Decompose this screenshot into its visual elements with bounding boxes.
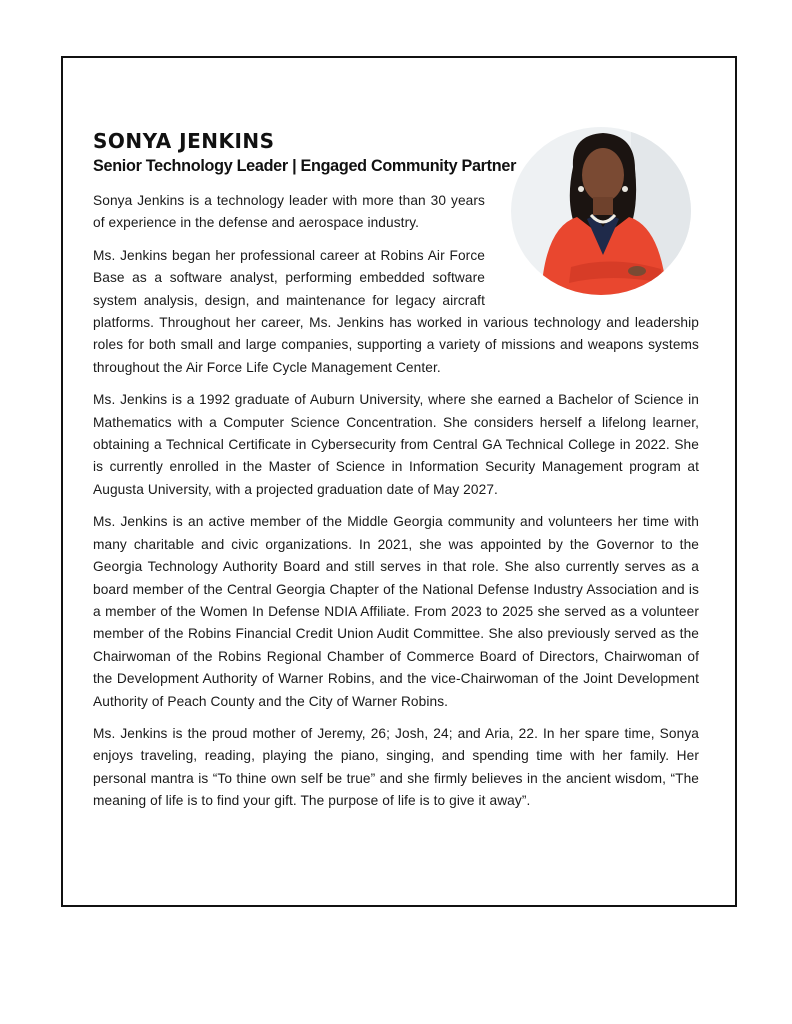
- bio-paragraph-3: Ms. Jenkins is a 1992 graduate of Auburn University, where she earned a Bachelor of Science in Mathematics with a Computer Science Concentration. She considers herself a lifelong learner, obtaining a Technical Certificate in Cybersecurity from Central GA Technical College in 2022. She is currently enrolled in the Master of Science in Information Security Management program at Augusta University, with a projected graduation date of May 2027.: [93, 392, 699, 497]
- bio-paragraph-1: Sonya Jenkins is a technology leader with more than 30 years of experience in the defense and aerospace industry.: [93, 193, 485, 231]
- bio-paragraph-4: Ms. Jenkins is an active member of the Middle Georgia community and volunteers her time with many charitable and civic organizations. In 2021, she was appointed by the Governor to the Georgia Technology Authority Board and still serves in that role. She also currently serves as a board member of the Central Georgia Chapter of the National Defense Industry Association and is a member of the Women In Defense NDIA Affiliate. From 2023 to 2025 she served as a volunteer member of the Robins Financial Credit Union Audit Committee. She also previously served as the Chairwoman of the Robins Regional Chamber of Commerce Board of Directors, Chairwoman of the Development Authority of Warner Robins, and the vice-Chairwoman of the Joint Development Authority of Peach County and the City of Warner Robins.: [93, 514, 699, 709]
- photo-wrap-spacer: [485, 190, 699, 298]
- person-subtitle: Senior Technology Leader | Engaged Community Partner: [93, 157, 517, 175]
- person-name: SONYA JENKINS: [93, 129, 275, 153]
- bio-paragraph-5: Ms. Jenkins is the proud mother of Jeremy, 26; Josh, 24; and Aria, 22. In her spare time, Sonya enjoys traveling, reading, playing the piano, singing, and spending time with her family. Her personal mantra is “To thine own self be true” and she firmly believes in the ancient wisdom, “The meaning of life is to find your gift. The purpose of life is to give it away”.: [93, 725, 699, 809]
- bio-paragraph-2: Ms. Jenkins began her professional career at Robins Air Force Base as a software analyst, performing embedded software system analysis, design, and maintenance for legacy aircraft platforms. Throughout her career, Ms. Jenkins has worked in various technology and leadership roles for both small and large companies, supporting a variety of missions and weapons systems throughout the Air Force Life Cycle Management Center.: [93, 247, 699, 375]
- bio-text: [93, 190, 699, 823]
